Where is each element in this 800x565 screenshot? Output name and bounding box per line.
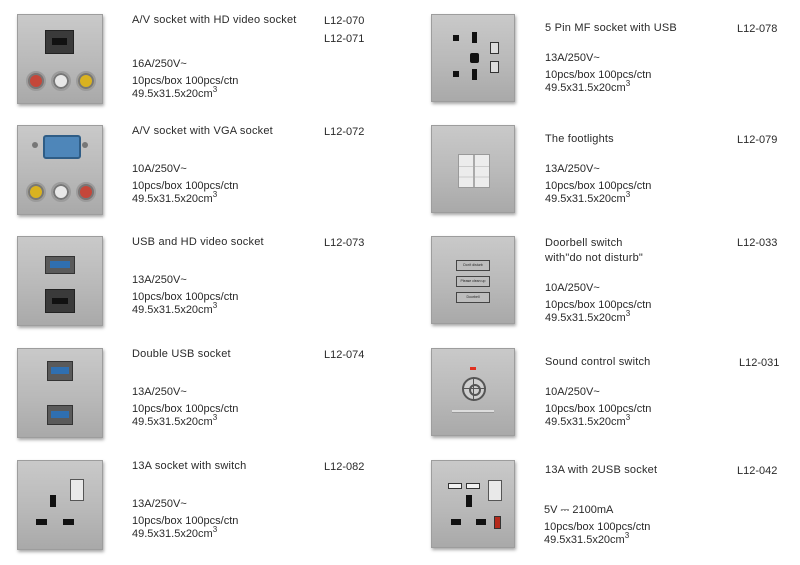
rating: 10A/250V~ [132,163,187,175]
carton-size: $49.5x31.5x20cm^3$ [132,190,218,205]
product-item [431,348,783,448]
product-code: L12-072 [324,126,365,138]
product-code: L12-079 [737,134,778,146]
vga-port-icon [43,135,81,159]
usb-port-icon [490,42,499,54]
packing: 10pcs/box 100pcs/ctn [132,180,239,192]
product-item [17,236,407,336]
5-pin-mf-socket-image [431,14,515,102]
product-specs [545,52,651,95]
product-title: 5 Pin MF socket with USB [545,22,677,34]
carton-size: $49.5x31.5x20cm^3$ [132,85,218,100]
footlight-lens [458,154,490,188]
product-specs [545,386,651,429]
product-title: 13A with 2USB socket [545,464,658,476]
fuse-indicator [494,516,501,529]
usb-port-icon [45,256,75,274]
product-title: A/V socket with HD video socket [132,14,297,26]
product-specs [544,504,650,547]
packing: 10pcs/box 100pcs/ctn [132,515,239,527]
usb-port-icon [47,405,73,425]
product-specs [132,386,238,429]
product-title: 13A socket with switch [132,460,247,472]
13a-2usb-socket-image [431,460,515,548]
neutral-pin-slot [63,519,74,525]
indicator-led [470,367,476,370]
product-code: L12-033 [737,237,778,249]
double-usb-socket-image [17,348,103,438]
rating: 10A/250V~ [545,282,600,294]
rocker-switch-icon [488,480,502,501]
product-item [431,14,783,114]
rating: 13A/250V~ [132,498,187,510]
live-pin-slot [36,519,47,525]
packing: 10pcs/box 100pcs/ctn [132,291,239,303]
doorbell-switch-image [431,236,515,324]
av-hd-socket-image [17,14,103,104]
product-code: L12-073 [324,237,365,249]
packing: 10pcs/box 100pcs/ctn [132,403,239,415]
product-specs [545,163,651,206]
packing: 10pcs/box 100pcs/ctn [544,521,651,533]
product-code: L12-082 [324,461,365,473]
product-code: L12-031 [739,357,780,369]
packing: 10pcs/box 100pcs/ctn [545,299,652,311]
rocker-switch-icon [70,479,84,501]
earth-pin-slot [466,495,472,507]
product-specs [132,58,238,101]
rating: 13A/250V~ [545,163,600,175]
dnd-button: Don't disturb [456,260,490,271]
packing: 10pcs/box 100pcs/ctn [545,69,652,81]
sensor-strip [452,410,494,413]
rating: 13A/250V~ [545,52,600,64]
carton-size: $49.5x31.5x20cm^3$ [545,190,631,205]
packing: 10pcs/box 100pcs/ctn [545,403,652,415]
product-specs [545,282,651,325]
carton-size: $49.5x31.5x20cm^3$ [545,413,631,428]
packing: 10pcs/box 100pcs/ctn [545,180,652,192]
av-vga-socket-image [17,125,103,215]
rca-red-jack-icon [26,71,46,91]
footlights-image [431,125,515,213]
rating: 5V ⎓ 2100mA [544,504,614,516]
rca-red-jack-icon [76,182,96,202]
product-item [431,236,783,336]
product-item [17,460,407,560]
usb-port-icon [47,361,73,381]
product-title: The footlights [545,133,614,145]
clean-up-button: Please clean up [456,276,490,287]
carton-size: $49.5x31.5x20cm^3$ [132,525,218,540]
hdmi-port-icon [45,289,75,313]
carton-size: $49.5x31.5x20cm^3$ [132,413,218,428]
rca-yellow-jack-icon [26,182,46,202]
product-title: Doorbell switch with"do not disturb" [545,237,644,264]
product-item [17,348,407,448]
product-title: Double USB socket [132,348,231,360]
carton-size: $49.5x31.5x20cm^3$ [132,301,218,316]
rating: 16A/250V~ [132,58,187,70]
product-item [17,14,407,114]
product-item [17,125,407,225]
live-pin-slot [451,519,461,525]
usb-port-icon [490,61,499,73]
13a-socket-switch-image [17,460,103,550]
rca-white-jack-icon [51,182,71,202]
product-code: L12-042 [737,465,778,477]
carton-size: $49.5x31.5x20cm^3$ [545,79,631,94]
doorbell-button: Doorbell [456,292,490,303]
neutral-pin-slot [476,519,486,525]
usb-port-icon [466,483,480,489]
earth-pin-slot [50,495,56,507]
product-specs [132,163,238,206]
packing: 10pcs/box 100pcs/ctn [132,75,239,87]
product-title: USB and HD video socket [132,236,264,248]
product-specs [132,498,238,541]
product-title: Sound control switch [545,356,651,368]
product-code: L12-070 L12-071 [324,15,365,45]
sound-control-switch-image [431,348,515,436]
rating: 13A/250V~ [132,386,187,398]
carton-size: $49.5x31.5x20cm^3$ [544,531,630,546]
product-title: A/V socket with VGA socket [132,125,273,137]
product-code: L12-078 [737,23,778,35]
hdmi-port-icon [45,30,74,54]
rating: 13A/250V~ [132,274,187,286]
usb-port-icon [448,483,462,489]
usb-hd-socket-image [17,236,103,326]
rca-yellow-jack-icon [76,71,96,91]
product-specs [132,274,238,317]
carton-size: $49.5x31.5x20cm^3$ [545,309,631,324]
rca-white-jack-icon [51,71,71,91]
rating: 10A/250V~ [545,386,600,398]
product-item [431,125,783,225]
product-code: L12-074 [324,349,365,361]
product-item [431,460,783,560]
microphone-icon [462,377,486,401]
